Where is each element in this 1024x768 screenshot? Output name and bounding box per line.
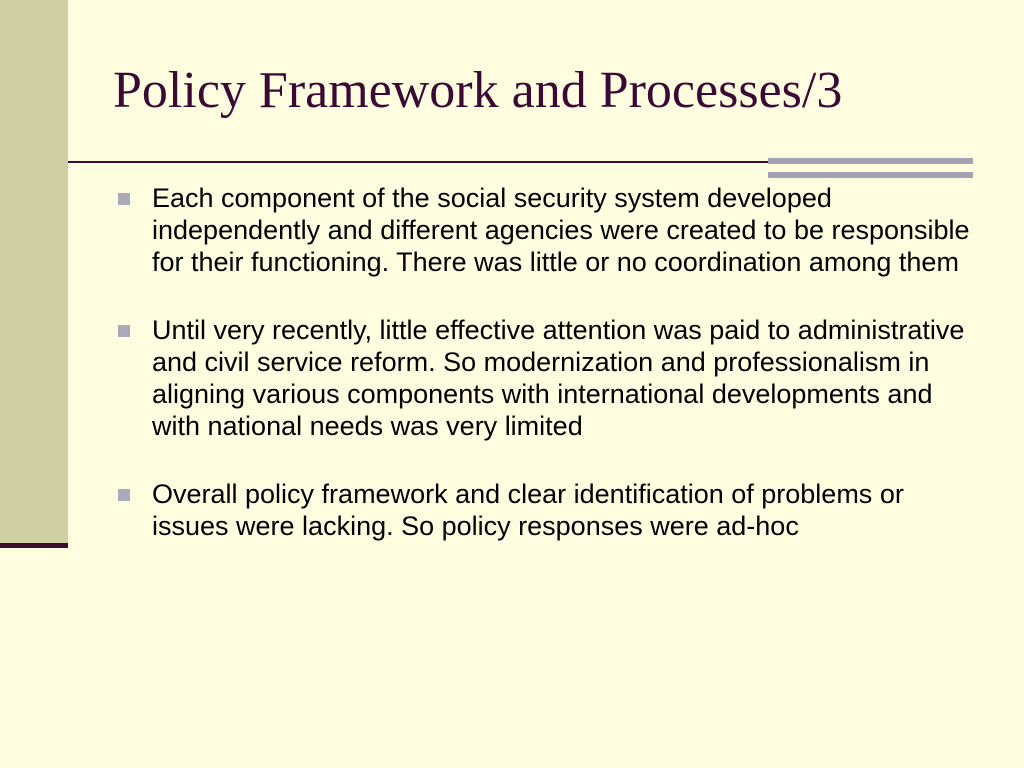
- slide-title: Policy Framework and Processes/3: [113, 62, 843, 119]
- square-bullet-icon: [118, 325, 130, 337]
- title-divider: [68, 161, 768, 163]
- square-bullet-icon: [118, 489, 130, 501]
- title-divider-accent-bottom: [768, 172, 973, 178]
- title-divider-accent-top: [768, 158, 973, 164]
- bullet-text: Overall policy framework and clear identification of problems or issues were lacking. So policy responses were ad-hoc: [152, 479, 904, 541]
- bullet-item: [118, 182, 978, 278]
- left-accent-rule: [0, 543, 68, 548]
- bullet-item: [118, 478, 978, 542]
- bullet-list: [118, 182, 978, 578]
- bullet-text: Each component of the social security system developed independently and different agencies were created to be responsible for their functioning. There was little or no coordination among them: [152, 183, 970, 277]
- square-bullet-icon: [118, 193, 130, 205]
- bullet-text: Until very recently, little effective attention was paid to administrative and civil service reform. So modernization and professionalism in aligning various components with international developments and with national needs was very limited: [152, 315, 965, 441]
- bullet-item: [118, 314, 978, 442]
- left-accent-bar: [0, 0, 68, 546]
